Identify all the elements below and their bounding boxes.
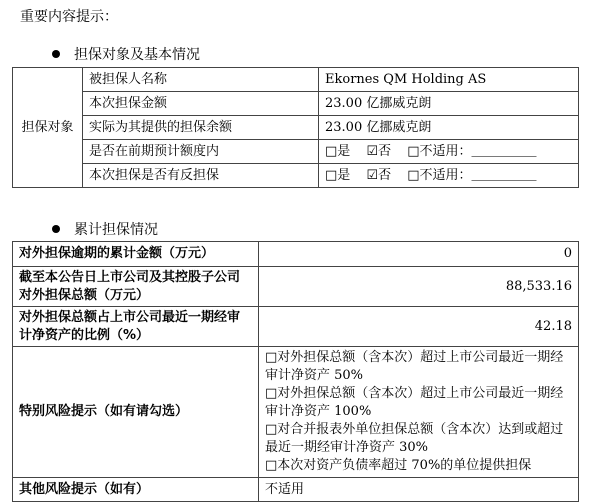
page-heading: 重要内容提示： — [20, 9, 118, 25]
row-value: 0 — [259, 242, 579, 267]
row-value: Ekornes QM Holding AS — [319, 68, 579, 92]
row-label: 是否在前期预计额度内 — [83, 140, 319, 164]
table-row — [13, 164, 579, 188]
row-label: 截至本公告日上市公司及其控股子公司对外担保总额（万元） — [13, 267, 259, 307]
options-cell — [319, 164, 579, 188]
not-applicable-checkbox[interactable]: □不适用：＿＿＿＿＿ — [407, 167, 537, 183]
risk-options-cell — [259, 347, 579, 478]
table-row — [13, 267, 579, 307]
section2-title-text: 累计担保情况 — [74, 222, 158, 238]
row-label: 被担保人名称 — [83, 68, 319, 92]
risk-checkbox-item[interactable]: □对外担保总额（含本次）超过上市公司最近一期经审计净资产 50% — [265, 350, 564, 383]
no-checkbox[interactable]: ☑否 — [366, 167, 392, 183]
table-row — [13, 116, 579, 140]
row-label: 本次担保是否有反担保 — [83, 164, 319, 188]
not-applicable-checkbox[interactable]: □不适用：＿＿＿＿＿ — [407, 143, 537, 159]
risk-checkbox-item[interactable]: □对合并报表外单位担保总额（含本次）达到或超过最近一期经审计净资产 30% — [265, 422, 564, 455]
bullet-icon — [52, 50, 60, 58]
group-label-cell: 担保对象 — [13, 68, 83, 188]
row-value: 23.00 亿挪威克朗 — [319, 116, 579, 140]
options-cell — [319, 140, 579, 164]
cumulative-guarantee-table — [12, 241, 579, 502]
no-checkbox[interactable]: ☑否 — [366, 143, 392, 159]
section-title-cumulative — [52, 219, 158, 239]
row-label: 其他风险提示（如有） — [13, 478, 259, 502]
table-row — [13, 242, 579, 267]
row-label: 对外担保逾期的累计金额（万元） — [13, 242, 259, 267]
yes-checkbox[interactable]: □是 — [325, 167, 351, 183]
row-value: 23.00 亿挪威克朗 — [319, 92, 579, 116]
bullet-icon — [52, 225, 60, 233]
guarantee-target-table — [12, 67, 579, 188]
table-row — [13, 307, 579, 347]
row-label: 对外担保总额占上市公司最近一期经审计净资产的比例（%） — [13, 307, 259, 347]
table-row — [13, 347, 579, 478]
section1-title-text: 担保对象及基本情况 — [74, 47, 200, 63]
row-value: 不适用 — [259, 478, 579, 502]
yes-checkbox[interactable]: □是 — [325, 143, 351, 159]
table-row — [13, 92, 579, 116]
risk-checkbox-item[interactable]: □本次对资产负债率超过 70%的单位提供担保 — [265, 458, 532, 473]
risk-label: 特别风险提示（如有请勾选） — [13, 347, 259, 478]
row-value: 88,533.16 — [259, 267, 579, 307]
table-row — [13, 68, 579, 92]
table-row — [13, 140, 579, 164]
row-label: 实际为其提供的担保余额 — [83, 116, 319, 140]
table-row — [13, 478, 579, 502]
row-label: 本次担保金额 — [83, 92, 319, 116]
row-value: 42.18 — [259, 307, 579, 347]
section-title-guarantee-target — [52, 44, 200, 64]
risk-checkbox-item[interactable]: □对外担保总额（含本次）超过上市公司最近一期经审计净资产 100% — [265, 386, 564, 419]
